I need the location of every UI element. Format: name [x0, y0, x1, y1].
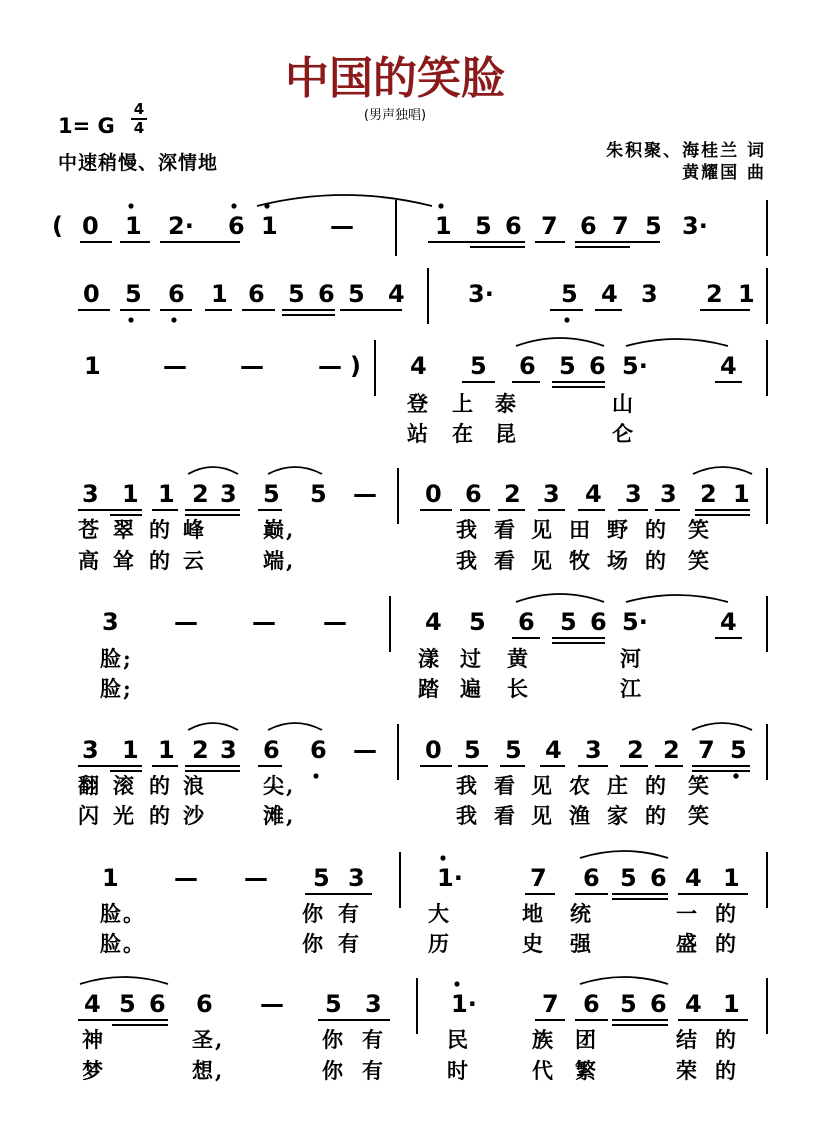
- note: 1: [723, 990, 740, 1018]
- note: —: [260, 990, 284, 1018]
- lyric-verse-1: 滚: [113, 773, 136, 798]
- note: 1: [122, 736, 139, 764]
- note: 5: [310, 480, 327, 508]
- octave-dot: [171, 317, 176, 322]
- lyric-verse-1: 浪: [183, 773, 206, 798]
- note: 6: [310, 736, 327, 764]
- note: 4: [410, 352, 427, 380]
- note: 5: [730, 736, 747, 764]
- note: 6: [580, 212, 597, 240]
- octave-dot: [454, 981, 459, 986]
- lyric-verse-2: 闪: [78, 803, 101, 828]
- lyric-verse-1: 统: [570, 901, 593, 926]
- note: 1: [261, 212, 278, 240]
- note: 5: [125, 280, 142, 308]
- note: 6: [518, 608, 535, 636]
- note: 0: [425, 480, 442, 508]
- note: ): [350, 352, 361, 380]
- lyric-verse-2: 站: [407, 421, 430, 446]
- lyric-verse-2: 滩,: [263, 803, 296, 828]
- note: 4: [685, 990, 702, 1018]
- lyric-verse-2: 长: [507, 676, 530, 701]
- note: 3: [82, 480, 99, 508]
- note: —: [318, 352, 342, 380]
- tie-slur: [268, 467, 322, 474]
- lyric-verse-2: 脸;: [100, 676, 133, 701]
- lyric-verse-1: 的: [149, 773, 172, 798]
- tie-slur: [268, 723, 322, 730]
- lyric-verse-1: 泰: [495, 391, 518, 416]
- lyric-verse-2: 见: [531, 548, 554, 573]
- note: 5: [469, 608, 486, 636]
- lyric-verse-1: 大: [428, 901, 451, 926]
- lyric-verse-1: 的: [149, 517, 172, 542]
- octave-dot: [733, 773, 738, 778]
- note: 3: [102, 608, 119, 636]
- note: 7: [542, 990, 559, 1018]
- tie-slur: [188, 467, 238, 474]
- lyric-verse-1: 一: [676, 901, 699, 926]
- note: 6: [248, 280, 265, 308]
- note: 5: [464, 736, 481, 764]
- note: 6: [590, 608, 607, 636]
- lyric-verse-1: 翠: [113, 517, 136, 542]
- note: (: [52, 212, 63, 240]
- lyric-verse-2: 家: [607, 803, 630, 828]
- tie-slur: [580, 851, 668, 858]
- note: 0: [82, 212, 99, 240]
- lyric-verse-1: 见: [531, 773, 554, 798]
- lyric-verse-2: 的: [149, 548, 172, 573]
- lyric-verse-2: 场: [607, 548, 630, 573]
- note: 5: [475, 212, 492, 240]
- octave-dot: [231, 203, 236, 208]
- note: 3·: [468, 280, 494, 308]
- note: 6: [196, 990, 213, 1018]
- note: 2: [663, 736, 680, 764]
- note: 4: [720, 608, 737, 636]
- lyric-verse-1: 黄: [507, 646, 530, 671]
- lyric-verse-2: 遍: [460, 676, 483, 701]
- lyric-verse-2: 的: [645, 803, 668, 828]
- note: 6: [519, 352, 536, 380]
- lyric-verse-2: 史: [522, 931, 545, 956]
- composer-credit: 黄耀国 曲: [682, 163, 766, 183]
- note: 1: [733, 480, 750, 508]
- lyric-verse-2: 沙: [183, 803, 206, 828]
- lyric-verse-2: 有: [338, 931, 361, 956]
- note: 1: [122, 480, 139, 508]
- lyric-verse-2: 耸: [113, 548, 136, 573]
- note: —: [163, 352, 187, 380]
- lyric-verse-1: 脸;: [100, 646, 133, 671]
- note: 3: [641, 280, 658, 308]
- note: 5: [645, 212, 662, 240]
- octave-dot: [438, 203, 443, 208]
- lyric-verse-1: 河: [620, 646, 643, 671]
- note: 5: [620, 990, 637, 1018]
- lyric-verse-1: 我: [456, 517, 479, 542]
- note: 1: [84, 352, 101, 380]
- lyric-verse-1: 漾: [418, 646, 441, 671]
- lyric-verse-1: 笑: [688, 517, 711, 542]
- note: 2: [706, 280, 723, 308]
- lyric-verse-2: 渔: [569, 803, 592, 828]
- note: 6: [168, 280, 185, 308]
- tie-slur: [626, 339, 728, 346]
- lyric-verse-1: 田: [569, 517, 592, 542]
- lyric-verse-2: 云: [183, 548, 206, 573]
- lyric-verse-1: 圣,: [192, 1027, 225, 1052]
- lyric-verse-2: 的: [645, 548, 668, 573]
- note: 5: [313, 864, 330, 892]
- note: 5: [263, 480, 280, 508]
- note: 1: [102, 864, 119, 892]
- note: 4: [585, 480, 602, 508]
- note: 5·: [622, 608, 648, 636]
- note: 2: [192, 736, 209, 764]
- note: 5: [560, 608, 577, 636]
- lyric-verse-1: 神: [82, 1027, 105, 1052]
- time-signature-bottom: 4: [133, 119, 145, 137]
- note: 7: [698, 736, 715, 764]
- note: 1: [738, 280, 755, 308]
- lyric-verse-2: 盛: [676, 931, 699, 956]
- octave-dot: [313, 773, 318, 778]
- lyric-verse-1: 上: [452, 391, 475, 416]
- lyric-verse-2: 笑: [688, 548, 711, 573]
- note: 1: [158, 736, 175, 764]
- lyric-verse-1: 笑: [688, 773, 711, 798]
- lyric-verse-1: 结: [676, 1027, 699, 1052]
- note: 5: [325, 990, 342, 1018]
- lyric-verse-2: 见: [531, 803, 554, 828]
- lyric-verse-2: 荣: [676, 1058, 699, 1083]
- note: 3: [585, 736, 602, 764]
- time-signature-top: 4: [133, 100, 145, 118]
- tie-slur: [516, 338, 604, 346]
- lyric-verse-1: 庄: [607, 773, 630, 798]
- lyric-verse-1: 的: [645, 517, 668, 542]
- lyric-verse-2: 的: [149, 803, 172, 828]
- lyric-verse-2: 有: [362, 1058, 385, 1083]
- note: 3: [82, 736, 99, 764]
- lyric-verse-1: 登: [407, 391, 430, 416]
- note: 6: [650, 990, 667, 1018]
- lyric-verse-2: 昆: [495, 421, 518, 446]
- note: 3: [220, 736, 237, 764]
- note: 7: [530, 864, 547, 892]
- lyric-verse-1: 的: [715, 901, 738, 926]
- note: 4: [720, 352, 737, 380]
- note: —: [174, 864, 198, 892]
- lyric-verse-2: 看: [494, 803, 517, 828]
- lyric-verse-2: 江: [620, 676, 643, 701]
- tie-slur: [188, 723, 238, 730]
- octave-dot: [128, 203, 133, 208]
- tie-slur: [257, 195, 432, 206]
- note: 5: [561, 280, 578, 308]
- note: 6: [505, 212, 522, 240]
- song-title: 中国的笑脸: [285, 53, 505, 104]
- octave-dot: [128, 317, 133, 322]
- note: 4: [388, 280, 405, 308]
- note: —: [240, 352, 264, 380]
- note: —: [353, 480, 377, 508]
- note: 1·: [437, 864, 463, 892]
- lyric-verse-1: 有: [362, 1027, 385, 1052]
- note: 2: [192, 480, 209, 508]
- lyric-verse-1: 见: [531, 517, 554, 542]
- note: 6: [650, 864, 667, 892]
- key-signature: 1= G: [58, 114, 115, 138]
- tempo-marking: 中速稍慢、深情地: [58, 152, 219, 174]
- lyric-verse-2: 想,: [192, 1058, 225, 1083]
- tie-slur: [693, 467, 752, 474]
- lyric-verse-1: 脸。: [100, 901, 146, 926]
- lyric-verse-2: 我: [456, 548, 479, 573]
- lyric-verse-1: 山: [612, 391, 635, 416]
- tie-slur: [80, 977, 168, 984]
- note: 5·: [622, 352, 648, 380]
- note: 3: [365, 990, 382, 1018]
- note: 5: [620, 864, 637, 892]
- lyric-verse-2: 的: [715, 1058, 738, 1083]
- note: 4: [545, 736, 562, 764]
- lyric-verse-1: 苍: [78, 517, 101, 542]
- note: 3: [625, 480, 642, 508]
- note: 6: [465, 480, 482, 508]
- octave-dot: [564, 317, 569, 322]
- note: 4: [84, 990, 101, 1018]
- lyric-verse-1: 民: [447, 1027, 470, 1052]
- lyric-verse-1: 巅,: [263, 517, 296, 542]
- note: 6: [228, 212, 245, 240]
- note: —: [330, 212, 354, 240]
- lyric-verse-2: 繁: [575, 1058, 598, 1083]
- note: 1: [158, 480, 175, 508]
- lyric-verse-2: 时: [447, 1058, 470, 1083]
- note: 1: [125, 212, 142, 240]
- lyric-verse-2: 强: [570, 931, 593, 956]
- note: —: [174, 608, 198, 636]
- note: 3·: [682, 212, 708, 240]
- note: 2: [627, 736, 644, 764]
- note: 7: [541, 212, 558, 240]
- note: 6: [583, 990, 600, 1018]
- lyric-verse-2: 你: [302, 931, 325, 956]
- note: 4: [685, 864, 702, 892]
- note: 0: [83, 280, 100, 308]
- lyric-verse-2: 高: [78, 548, 101, 573]
- lyricists-credit: 朱积聚、海桂兰 词: [606, 141, 766, 161]
- lyric-verse-2: 脸。: [100, 931, 146, 956]
- note: 3: [348, 864, 365, 892]
- note: 6: [149, 990, 166, 1018]
- lyric-verse-2: 你: [322, 1058, 345, 1083]
- note: 1: [723, 864, 740, 892]
- lyric-verse-2: 在: [452, 421, 475, 446]
- note: 6: [589, 352, 606, 380]
- song-subtitle: (男声独唱): [363, 108, 427, 123]
- tie-slur: [626, 595, 728, 602]
- lyric-verse-2: 梦: [82, 1058, 105, 1083]
- lyric-verse-2: 代: [532, 1058, 555, 1083]
- lyric-verse-1: 地: [522, 901, 545, 926]
- lyric-verse-1: 峰: [183, 517, 206, 542]
- lyric-verse-2: 仑: [612, 421, 635, 446]
- lyric-verse-1: 的: [715, 1027, 738, 1052]
- note: 0: [425, 736, 442, 764]
- lyric-verse-2: 光: [113, 803, 136, 828]
- note: 1: [435, 212, 452, 240]
- lyric-verse-1: 看: [494, 773, 517, 798]
- lyric-verse-2: 端,: [263, 548, 296, 573]
- note: 5: [119, 990, 136, 1018]
- note: 5: [505, 736, 522, 764]
- lyric-verse-1: 尖,: [263, 773, 296, 798]
- note: 2: [504, 480, 521, 508]
- note: 6: [263, 736, 280, 764]
- note: 4: [601, 280, 618, 308]
- note: —: [323, 608, 347, 636]
- note: —: [244, 864, 268, 892]
- note: —: [353, 736, 377, 764]
- note: 3: [660, 480, 677, 508]
- note: 1·: [451, 990, 477, 1018]
- note: 6: [583, 864, 600, 892]
- note: 5: [559, 352, 576, 380]
- note: 3: [220, 480, 237, 508]
- lyric-verse-1: 我: [456, 773, 479, 798]
- note: 4: [425, 608, 442, 636]
- lyric-verse-1: 过: [460, 646, 483, 671]
- tie-slur: [692, 723, 752, 730]
- octave-dot: [440, 855, 445, 860]
- lyric-verse-1: 农: [569, 773, 592, 798]
- lyric-verse-1: 你: [322, 1027, 345, 1052]
- lyric-verse-2: 看: [494, 548, 517, 573]
- tie-slur: [516, 594, 604, 602]
- note: 7: [612, 212, 629, 240]
- lyric-verse-2: 的: [715, 931, 738, 956]
- lyric-verse-1: 看: [494, 517, 517, 542]
- lyric-verse-2: 牧: [569, 548, 592, 573]
- lyric-verse-1: 有: [338, 901, 361, 926]
- tie-slur: [580, 977, 668, 984]
- note: 2: [700, 480, 717, 508]
- lyric-verse-1: 你: [302, 901, 325, 926]
- note: 3: [543, 480, 560, 508]
- lyric-verse-2: 踏: [418, 676, 441, 701]
- lyric-verse-2: 笑: [688, 803, 711, 828]
- note: 5: [288, 280, 305, 308]
- note: —: [252, 608, 276, 636]
- note: 6: [318, 280, 335, 308]
- lyric-verse-2: 历: [428, 931, 451, 956]
- lyric-verse-1: 团: [575, 1027, 598, 1052]
- note: 2·: [168, 212, 194, 240]
- lyric-verse-2: 我: [456, 803, 479, 828]
- lyric-verse-1: 野: [607, 517, 630, 542]
- lyric-verse-1: 的: [645, 773, 668, 798]
- lyric-verse-1: 族: [532, 1027, 555, 1052]
- lyric-verse-1: 翻: [78, 773, 101, 798]
- note: 5: [470, 352, 487, 380]
- note: 1: [211, 280, 228, 308]
- note: 5: [348, 280, 365, 308]
